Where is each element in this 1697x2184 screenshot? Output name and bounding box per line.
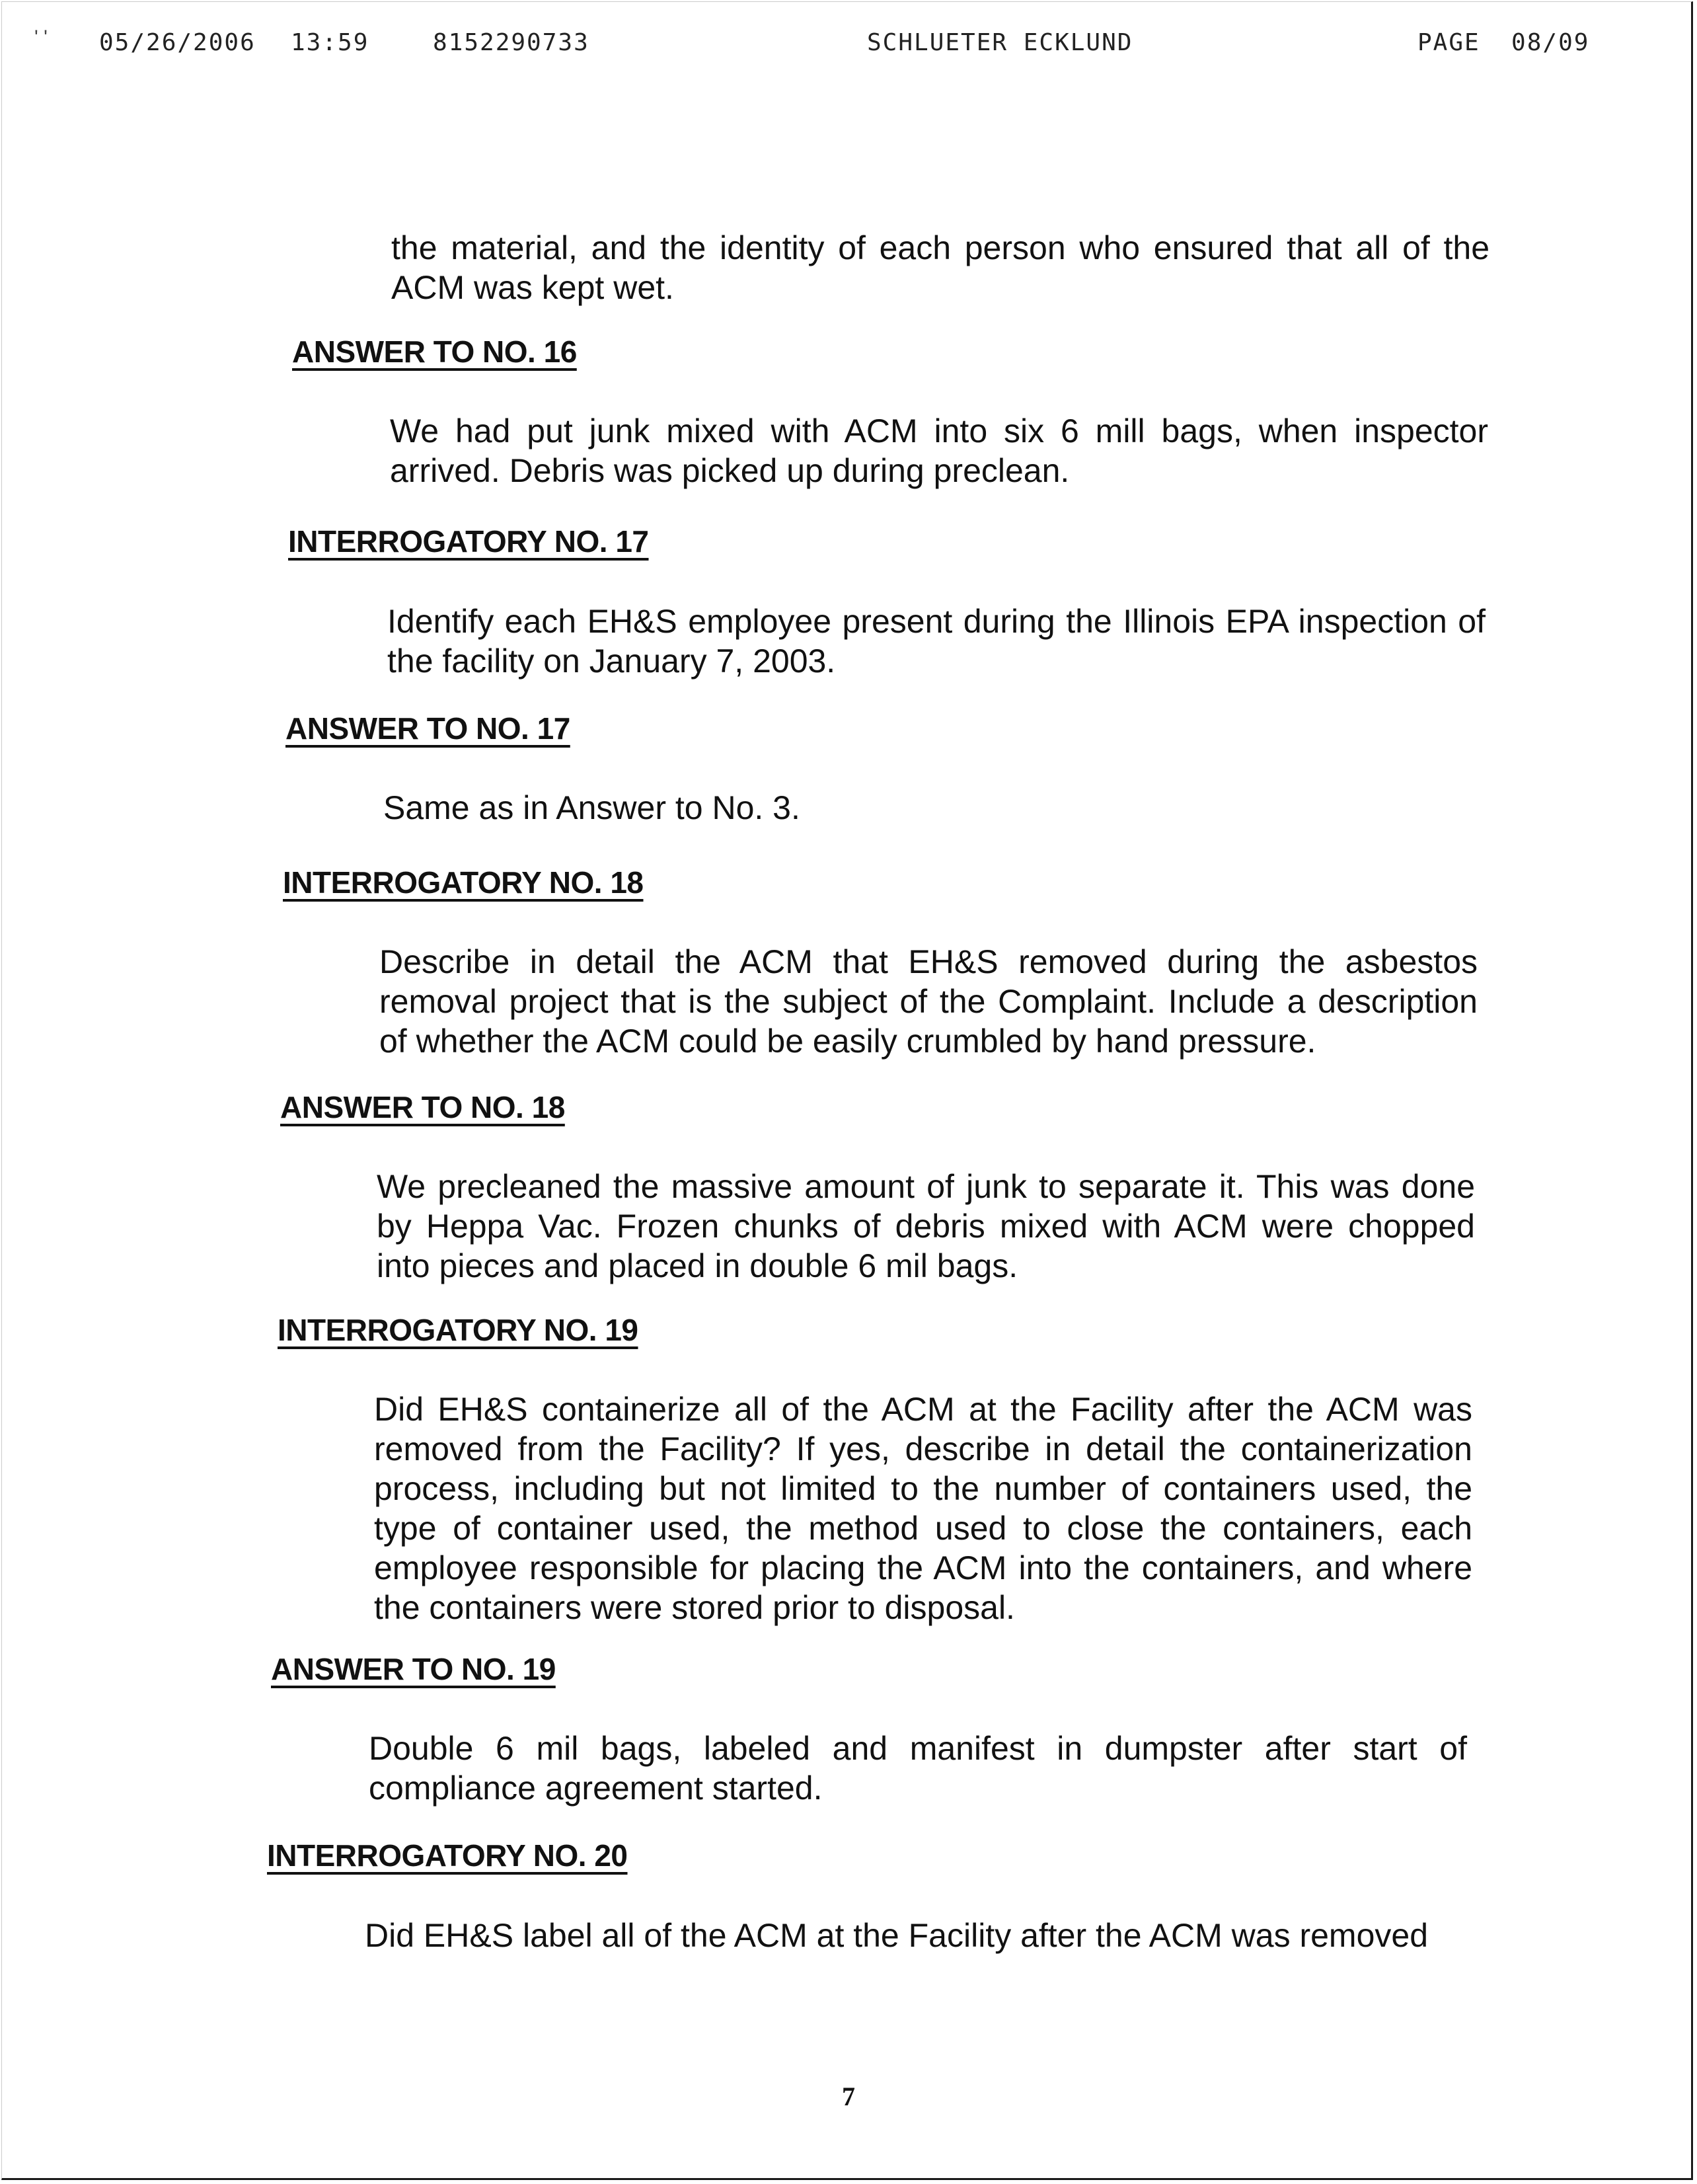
interrogatory-18-heading: INTERROGATORY NO. 18: [283, 865, 644, 900]
interrogatory-19-heading: INTERROGATORY NO. 19: [278, 1313, 638, 1347]
page-number: 7: [842, 2082, 855, 2111]
answer-17-heading: ANSWER TO NO. 17: [285, 711, 570, 746]
fax-date: 05/26/2006: [99, 29, 256, 56]
interrogatory-18-paragraph: Describe in detail the ACM that EH&S removed during the asbestos removal project that is the subject of the Complaint. Include a description of whether the ACM could be easily crumbled by hand pressure.: [379, 943, 1478, 1060]
fax-time: 13:59: [291, 29, 369, 56]
answer-16-paragraph: We had put junk mixed with ACM into six 6 mill bags, when inspector arrived. Debris was picked up during preclean.: [390, 412, 1488, 489]
answer-16-heading: ANSWER TO NO. 16: [292, 334, 577, 369]
answer-19-heading: ANSWER TO NO. 19: [271, 1652, 556, 1686]
intro-paragraph: the material, and the identity of each person who ensured that all of the ACM was kept wet.: [391, 229, 1490, 306]
answer-18-heading: ANSWER TO NO. 18: [280, 1090, 565, 1124]
answer-18-paragraph: We precleaned the massive amount of junk to separate it. This was done by Heppa Vac. Frozen chunks of debris mixed with ACM were chopped into pieces and placed in double 6 mil bags.: [377, 1168, 1475, 1284]
page-border: [1, 1, 1693, 2180]
fax-edge-marks: ' ': [34, 26, 48, 48]
interrogatory-20-paragraph: Did EH&S label all of the ACM at the Facility after the ACM was removed: [365, 1917, 1429, 1954]
fax-phone: 8152290733: [433, 29, 589, 56]
interrogatory-17-paragraph: Identify each EH&S employee present during the Illinois EPA inspection of the facility on January 7, 2003.: [387, 603, 1486, 680]
interrogatory-20-heading: INTERROGATORY NO. 20: [267, 1838, 628, 1873]
fax-page-counter: PAGE 08/09: [1417, 29, 1590, 56]
answer-19-paragraph: Double 6 mil bags, labeled and manifest in dumpster after start of compliance agreement started.: [369, 1730, 1467, 1807]
interrogatory-19-paragraph: Did EH&S containerize all of the ACM at the Facility after the ACM was removed from the Facility? If yes, describe in detail the containerization process, including but not limited to the number of containers used, the type of container used, the method used to close the containers, each employee responsible for placing the ACM into the containers, and where the containers were stored prior to disposal.: [374, 1391, 1472, 1626]
answer-17-paragraph: Same as in Answer to No. 3.: [383, 789, 800, 826]
interrogatory-17-heading: INTERROGATORY NO. 17: [288, 524, 649, 559]
fax-sender: SCHLUETER ECKLUND: [867, 29, 1133, 56]
